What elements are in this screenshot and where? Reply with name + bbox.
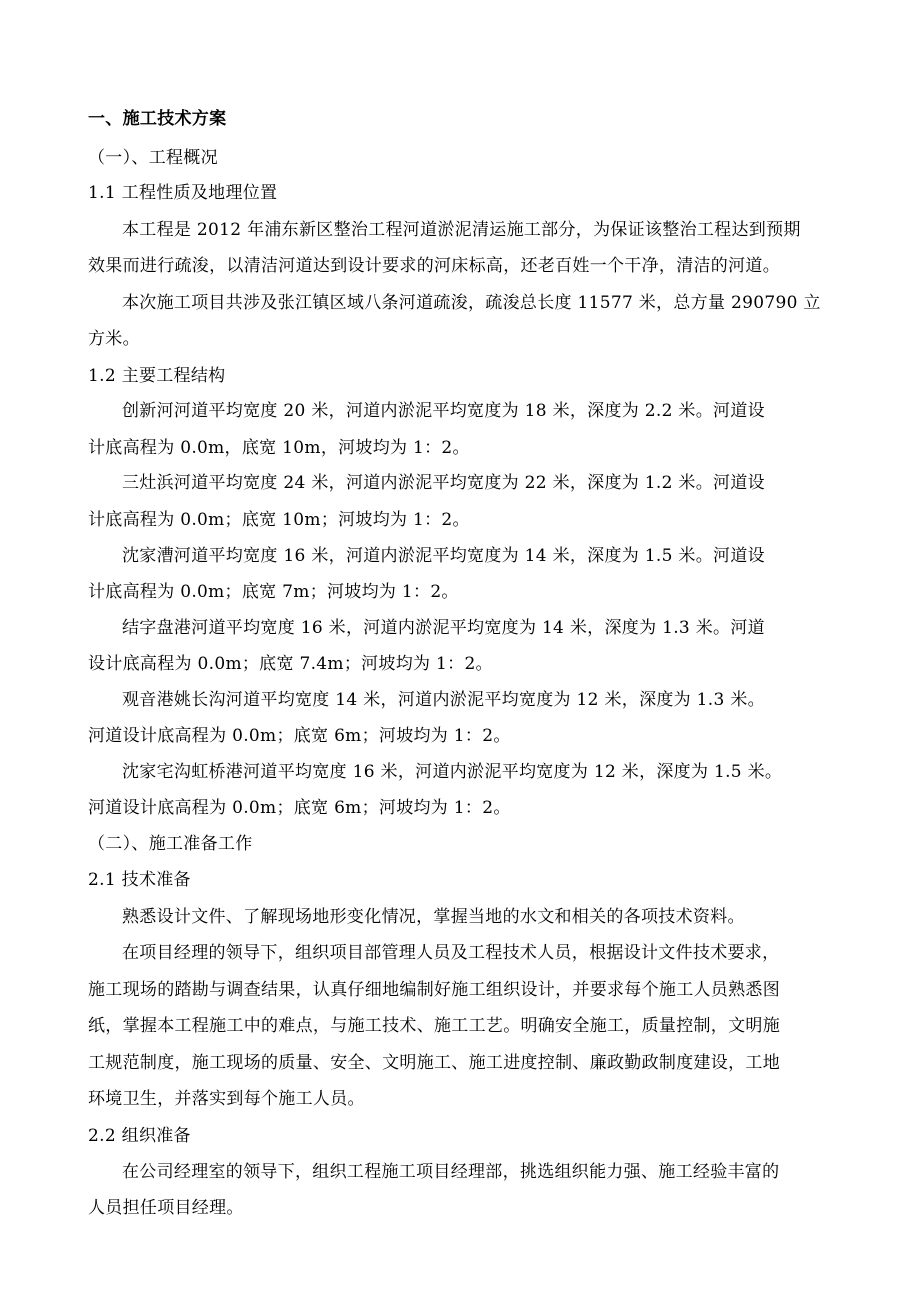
subsection-2-2-heading: 2.2 组织准备 bbox=[88, 1126, 191, 1146]
paragraph-line: 工规范制度，施工现场的质量、安全、文明施工、施工进度控制、廉政勤政制度建设，工地 bbox=[88, 1053, 780, 1073]
river-line: 创新河河道平均宽度 20 米，河道内淤泥平均宽度为 18 米，深度为 2.2 米。河道设 bbox=[122, 401, 765, 421]
subsection-1-2-heading: 1.2 主要工程结构 bbox=[88, 366, 226, 386]
paragraph-line: 纸，掌握本工程施工中的难点，与施工技术、施工工艺。明确安全施工，质量控制，文明施 bbox=[88, 1016, 780, 1036]
paragraph-line: 人员担任项目经理。 bbox=[88, 1198, 244, 1218]
paragraph-line: 在公司经理室的领导下，组织工程施工项目经理部，挑选组织能力强、施工经验丰富的 bbox=[122, 1162, 780, 1182]
river-line: 河道设计底高程为 0.0m；底宽 6m；河坡均为 1：2。 bbox=[88, 726, 511, 746]
paragraph-line: 本工程是 2012 年浦东新区整治工程河道淤泥清运施工部分，为保证该整治工程达到预期 bbox=[122, 220, 801, 240]
paragraph-line: 在项目经理的领导下，组织项目部管理人员及工程技术人员，根据设计文件技术要求， bbox=[122, 943, 780, 963]
river-line: 沈家漕河道平均宽度 16 米，河道内淤泥平均宽度为 14 米，深度为 1.5 米。河道设 bbox=[122, 546, 765, 566]
section-2-heading: （二）、施工准备工作 bbox=[88, 834, 253, 854]
river-line: 观音港姚长沟河道平均宽度 14 米，河道内淤泥平均宽度为 12 米，深度为 1.3 米。 bbox=[122, 690, 765, 710]
paragraph-line: 方米。 bbox=[88, 329, 140, 349]
river-line: 河道设计底高程为 0.0m；底宽 6m；河坡均为 1：2。 bbox=[88, 798, 511, 818]
paragraph-line: 本次施工项目共涉及张江镇区域八条河道疏浚，疏浚总长度 11577 米，总方量 290790 立 bbox=[122, 293, 821, 313]
paragraph-line: 施工现场的踏勘与调查结果，认真仔细地编制好施工组织设计，并要求每个施工人员熟悉图 bbox=[88, 980, 780, 1000]
section-1-heading: （一）、工程概况 bbox=[88, 148, 218, 168]
subsection-1-1-heading: 1.1 工程性质及地理位置 bbox=[88, 183, 278, 203]
subsection-2-1-heading: 2.1 技术准备 bbox=[88, 870, 191, 890]
river-line: 三灶浜河道平均宽度 24 米，河道内淤泥平均宽度为 22 米，深度为 1.2 米。河道设 bbox=[122, 473, 765, 493]
river-line: 计底高程为 0.0m，底宽 10m，河坡均为 1：2。 bbox=[88, 438, 470, 458]
paragraph-line: 效果而进行疏浚，以清洁河道达到设计要求的河床标高，还老百姓一个干净，清洁的河道。 bbox=[88, 256, 780, 276]
document-title: 一、施工技术方案 bbox=[88, 109, 227, 129]
paragraph-line: 熟悉设计文件、了解现场地形变化情况，掌握当地的水文和相关的各项技术资料。 bbox=[122, 907, 745, 927]
river-line: 结字盘港河道平均宽度 16 米，河道内淤泥平均宽度为 14 米，深度为 1.3 米。河道 bbox=[122, 618, 765, 638]
river-line: 计底高程为 0.0m；底宽 10m；河坡均为 1：2。 bbox=[88, 510, 470, 530]
paragraph-line: 环境卫生，并落实到每个施工人员。 bbox=[88, 1089, 365, 1109]
river-line: 设计底高程为 0.0m；底宽 7.4m；河坡均为 1：2。 bbox=[88, 654, 493, 674]
river-line: 沈家宅沟虹桥港河道平均宽度 16 米，河道内淤泥平均宽度为 12 米，深度为 1.5 米。 bbox=[122, 762, 783, 782]
river-line: 计底高程为 0.0m；底宽 7m；河坡均为 1：2。 bbox=[88, 582, 459, 602]
